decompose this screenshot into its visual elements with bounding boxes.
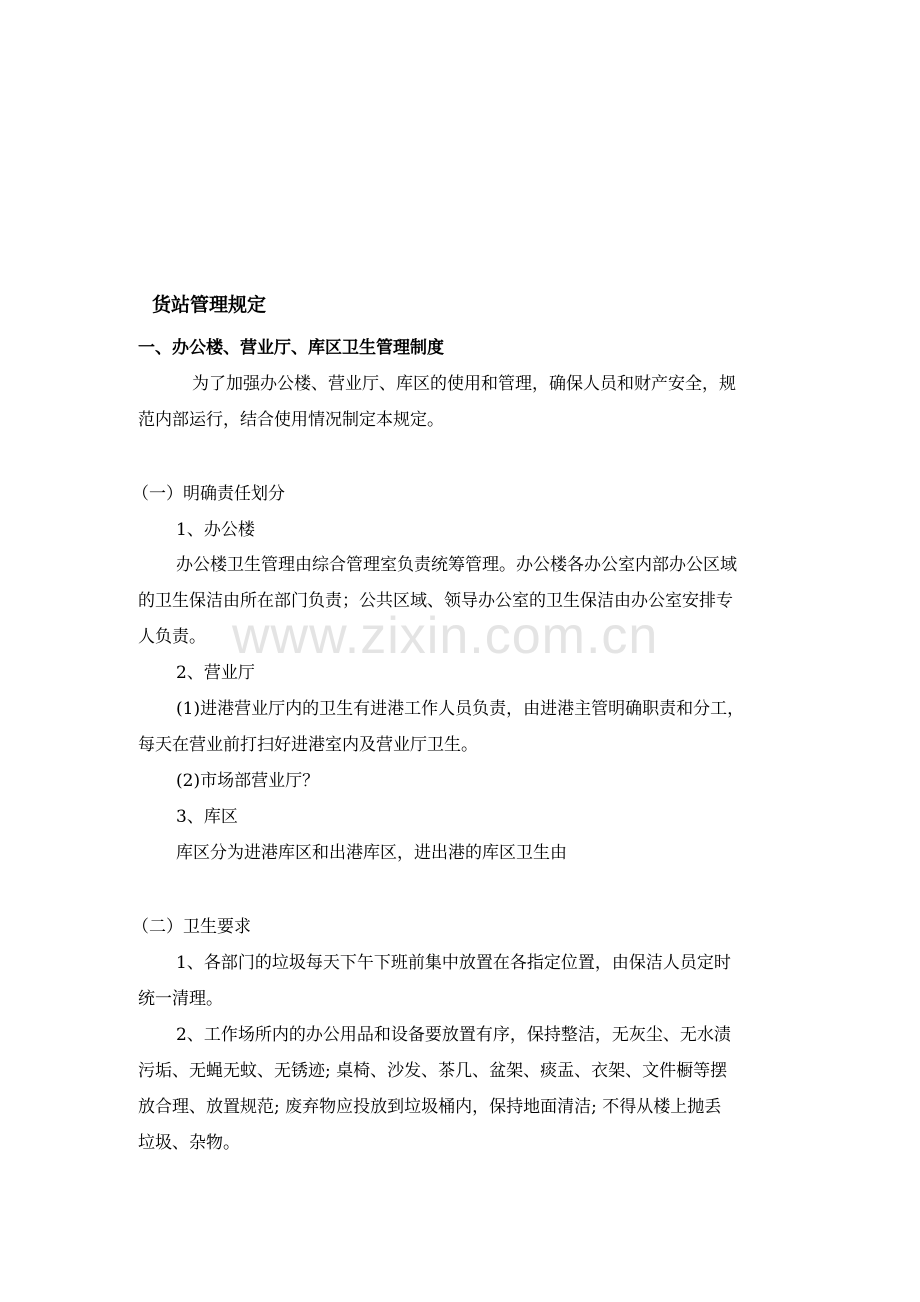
- item-heading: 2、营业厅: [176, 663, 255, 683]
- paragraph-line: 污垢、无蝇无蚊、无锈迹; 桌椅、沙发、茶几、盆架、痰盂、衣架、文件橱等摆: [138, 1061, 728, 1081]
- item-heading: 3、库区: [176, 807, 238, 827]
- paragraph-line: 2、工作场所内的办公用品和设备要放置有序，保持整洁，无灰尘、无水渍: [176, 1025, 731, 1045]
- paragraph-line: 垃圾、杂物。: [138, 1133, 240, 1153]
- paragraph-line: 人负责。: [138, 627, 206, 647]
- watermark: www.zixin.com.cn: [232, 607, 659, 665]
- paragraph-line: 库区分为进港库区和出港库区，进出港的库区卫生由: [176, 843, 567, 863]
- paragraph-line: 放合理、放置规范; 废弃物应投放到垃圾桶内，保持地面清洁; 不得从楼上抛丢: [138, 1097, 722, 1117]
- paragraph-line: 的卫生保洁由所在部门负责；公共区域、领导办公室的卫生保洁由办公室安排专: [138, 591, 733, 611]
- paragraph-line: 统一清理。: [138, 989, 223, 1009]
- document-title: 货站管理规定: [152, 294, 267, 316]
- intro-line: 范内部运行，结合使用情况制定本规定。: [138, 410, 444, 430]
- intro-line: 为了加强办公楼、营业厅、库区的使用和管理，确保人员和财产安全，规: [192, 374, 736, 394]
- paragraph-line: 每天在营业前打扫好进港室内及营业厅卫生。: [138, 735, 478, 755]
- section-heading: 一、办公楼、营业厅、库区卫生管理制度: [138, 338, 444, 358]
- paragraph-line: 办公楼卫生管理由综合管理室负责统筹管理。办公楼各办公室内部办公区域: [176, 555, 737, 575]
- paragraph-line: (1)进港营业厅内的卫生有进港工作人员负责，由进港主管明确职责和分工，: [176, 699, 745, 719]
- item-heading: 1、办公楼: [176, 520, 255, 540]
- paragraph-line: 1、各部门的垃圾每天下午下班前集中放置在各指定位置，由保洁人员定时: [176, 953, 731, 973]
- subsection-heading: （二）卫生要求: [132, 917, 251, 937]
- subsection-heading: （一）明确责任划分: [132, 484, 285, 504]
- paragraph-line: (2)市场部营业厅？: [176, 771, 320, 791]
